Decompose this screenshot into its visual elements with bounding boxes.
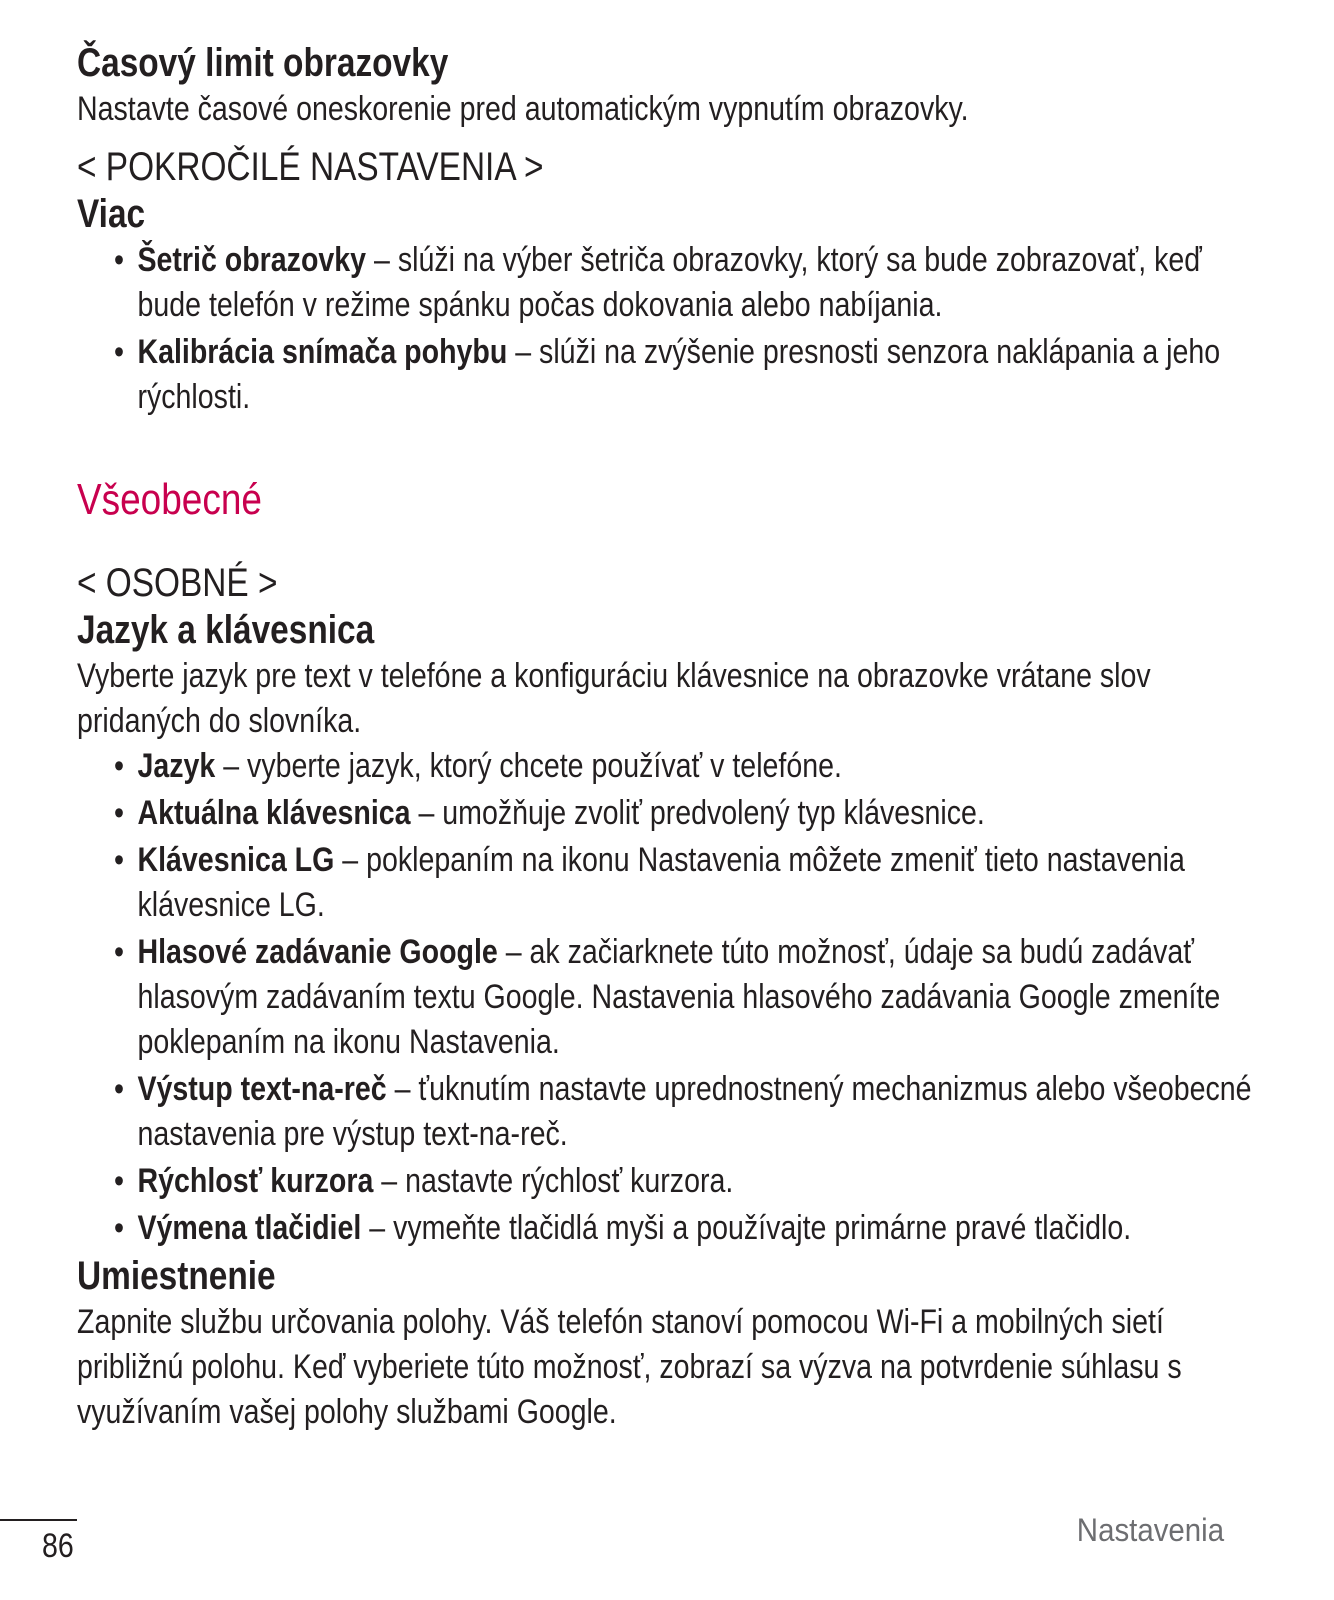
item-term: Aktuálna klávesnica [137,794,411,832]
bullet: • [113,794,124,832]
item-description: – poklepaním na ikonu Nastavenia môžete zmeniť tieto nastavenia klávesnice LG. [137,841,1185,924]
list-item [113,930,1266,1067]
page-number: 86 [42,1527,74,1565]
item-term: Výstup text-na-reč [137,1070,387,1108]
list-item [113,744,1266,791]
list-item [113,791,1266,838]
location-text: Zapnite službu určovania polohy. Váš telefón stanoví pomocou Wi-Fi a mobilných sietí približnú polohu. Keď vyberiete túto možnosť, zobrazí sa výzva na potvrdenie súhlasu s využívaním vašej polohy službami Google. [77,1303,1182,1431]
advanced-list [77,238,1266,422]
list-item [113,838,1266,930]
item-description: – slúži na zvýšenie presnosti senzora naklápania a jeho rýchlosti. [137,333,1221,416]
location-heading: Umiestnenie [77,1254,276,1298]
footer-divider [0,1519,77,1521]
page-content [77,40,1252,1435]
section-title-general: Všeobecné [77,475,262,524]
item-term: Kalibrácia snímača pohybu [137,333,508,371]
bullet: • [113,1070,124,1108]
list-item [113,238,1266,330]
list-item [113,1206,1266,1253]
bullet: • [113,1209,124,1247]
footer-section-label: Nastavenia [1076,1512,1224,1548]
list-item [113,1159,1266,1206]
item-term: Rýchlosť kurzora [137,1162,374,1200]
item-term: Hlasové zadávanie Google [137,933,498,971]
item-description: – vyberte jazyk, ktorý chcete používať v telefóne. [215,747,842,785]
language-keyboard-heading: Jazyk a klávesnica [77,608,375,652]
more-heading: Viac [77,192,146,236]
item-term: Klávesnica LG [137,841,335,879]
item-description: – nastavte rýchlosť kurzora. [373,1162,734,1200]
personal-heading: < OSOBNÉ > [77,561,278,605]
bullet: • [113,747,124,785]
item-description: – ťuknutím nastavte uprednostnený mechanizmus alebo všeobecné nastavenia pre výstup text-na-reč. [137,1070,1252,1153]
item-term: Jazyk [137,747,216,785]
item-term: Výmena tlačidiel [137,1209,362,1247]
item-description: – vymeňte tlačidlá myši a používajte primárne pravé tlačidlo. [361,1209,1132,1247]
bullet: • [113,841,124,879]
bullet: • [113,1162,124,1200]
bullet: • [113,241,124,279]
list-item [113,1067,1266,1159]
item-description: – umožňuje zvoliť predvolený typ klávesnice. [410,794,985,832]
bullet: • [113,333,124,371]
list-item [113,330,1266,422]
bullet: • [113,933,124,971]
advanced-settings-heading: < POKROČILÉ NASTAVENIA > [77,145,544,189]
language-keyboard-list [77,744,1266,1253]
screen-timeout-text: Nastavte časové oneskorenie pred automatickým vypnutím obrazovky. [77,90,969,128]
language-keyboard-text: Vyberte jazyk pre text v telefóne a konfiguráciu klávesnice na obrazovke vrátane slov pridaných do slovníka. [77,657,1151,740]
item-description: – ak začiarknete túto možnosť, údaje sa budú zadávať hlasovým zadávaním textu Google. Nastavenia hlasového zadávania Google zmeníte poklepaním na ikonu Nastavenia. [137,933,1221,1061]
item-term: Šetrič obrazovky [137,241,367,279]
item-description: – slúži na výber šetriča obrazovky, ktorý sa bude zobrazovať, keď bude telefón v režime spánku počas dokovania alebo nabíjania. [137,241,1202,324]
screen-timeout-heading: Časový limit obrazovky [77,41,449,85]
